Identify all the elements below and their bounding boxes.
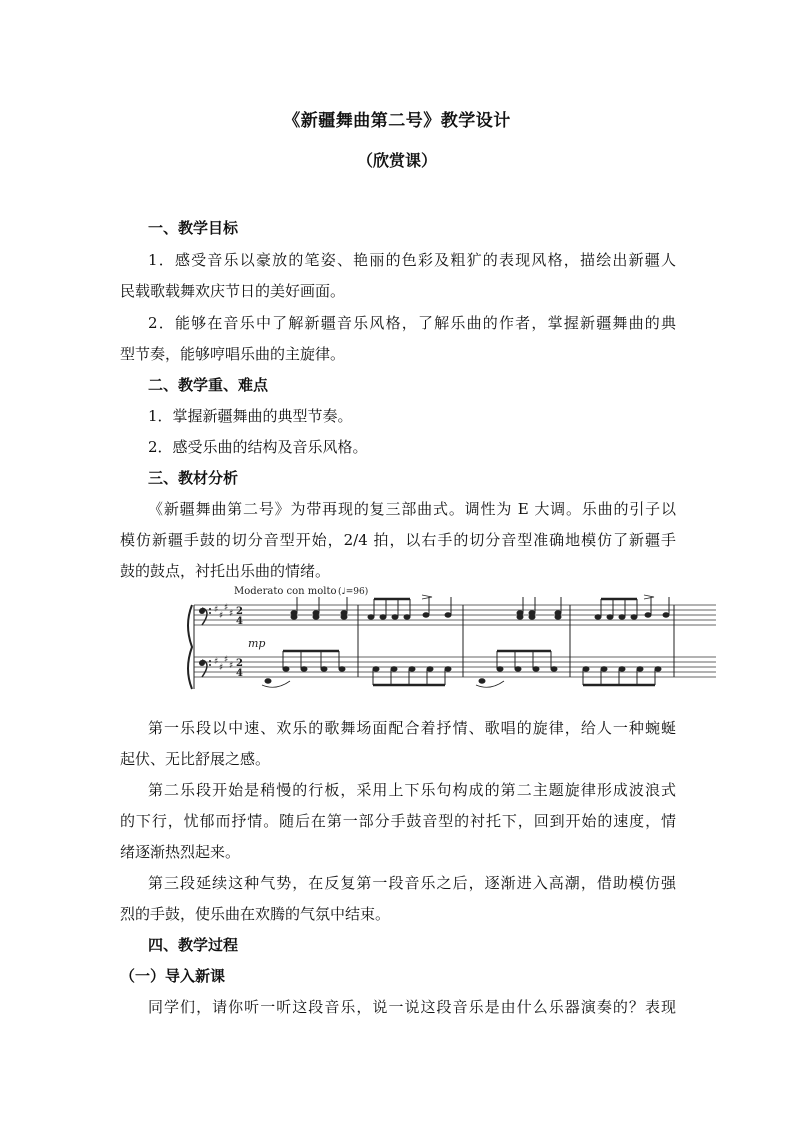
score-time-top-bass: 2: [236, 658, 243, 669]
section4-sub1-heading: （一）导入新课: [120, 967, 226, 985]
score-time-top-treble: 2: [236, 606, 243, 617]
section1-item2-line1: 2．能够在音乐中了解新疆音乐风格，了解乐曲的作者，掌握新疆舞曲的典: [148, 314, 676, 332]
document-subtitle: （欣赏课）: [356, 151, 437, 170]
section2-item1: 1．掌握新疆舞曲的典型节奏。: [148, 407, 353, 425]
svg-text:♯: ♯: [219, 663, 224, 673]
score-time-bottom-bass: 4: [236, 668, 243, 679]
section2-heading: 二、教学重、难点: [148, 376, 269, 394]
svg-text:♯: ♯: [229, 661, 234, 671]
music-score-image: [186, 585, 716, 707]
document-title: 《新疆舞曲第二号》教学设计: [283, 111, 511, 131]
score-time-bottom-treble: 4: [236, 616, 243, 627]
section3-p1-line2: 模仿新疆手鼓的切分音型开始，2/4 拍，以右手的切分音型准确地模仿了新疆手: [120, 531, 676, 549]
svg-text:♯: ♯: [219, 611, 224, 621]
section1-item1-line2: 民载歌载舞欢庆节日的美好画面。: [120, 282, 346, 300]
section1-item2-line2: 型节奏，能够哼唱乐曲的主旋律。: [120, 345, 346, 363]
score-dynamic: mp: [248, 637, 266, 650]
score-tempo: Moderato con molto: [234, 586, 337, 597]
section4-heading: 四、教学过程: [148, 936, 239, 954]
section3-p2-line2: 起伏、无比舒展之感。: [120, 750, 271, 768]
section3-p4-line1: 第三段延续这种气势，在反复第一段音乐之后，逐渐进入高潮，借助模仿强: [148, 874, 676, 892]
svg-text:♯: ♯: [224, 603, 229, 613]
section1-item1-line1: 1．感受音乐以豪放的笔姿、艳丽的色彩及粗犷的表现风格，描绘出新疆人: [148, 251, 676, 269]
svg-text:♯: ♯: [214, 657, 219, 667]
section1-heading: 一、教学目标: [148, 219, 239, 237]
svg-text:♯: ♯: [214, 605, 219, 615]
svg-text:♯: ♯: [229, 609, 234, 619]
section4-p1-line1: 同学们，请你听一听这段音乐，说一说这段音乐是由什么乐器演奏的？表现: [148, 998, 676, 1016]
svg-text:♯: ♯: [224, 655, 229, 665]
section3-p2-line1: 第一乐段以中速、欢乐的歌舞场面配合着抒情、歌唱的旋律，给人一种蜿蜒: [148, 719, 676, 737]
section3-p3-line3: 绪逐渐热烈起来。: [120, 843, 241, 861]
section3-p3-line1: 第二乐段开始是稍慢的行板，采用上下乐句构成的第二主题旋律形成波浪式: [148, 781, 676, 799]
section3-p3-line2: 的下行，忧郁而抒情。随后在第一部分手鼓音型的衬托下，回到开始的速度，情: [120, 812, 676, 830]
section3-p4-line2: 烈的手鼓，使乐曲在欢腾的气氛中结束。: [120, 905, 391, 923]
section3-heading: 三、教材分析: [148, 469, 239, 487]
score-metronome: (♩=96): [338, 587, 369, 597]
section3-p1-line1: 《新疆舞曲第二号》为带再现的复三部曲式。调性为 E 大调。乐曲的引子以: [148, 500, 676, 518]
section2-item2: 2．感受乐曲的结构及音乐风格。: [148, 438, 368, 456]
section3-p1-line3: 鼓的鼓点，衬托出乐曲的情绪。: [120, 562, 331, 580]
